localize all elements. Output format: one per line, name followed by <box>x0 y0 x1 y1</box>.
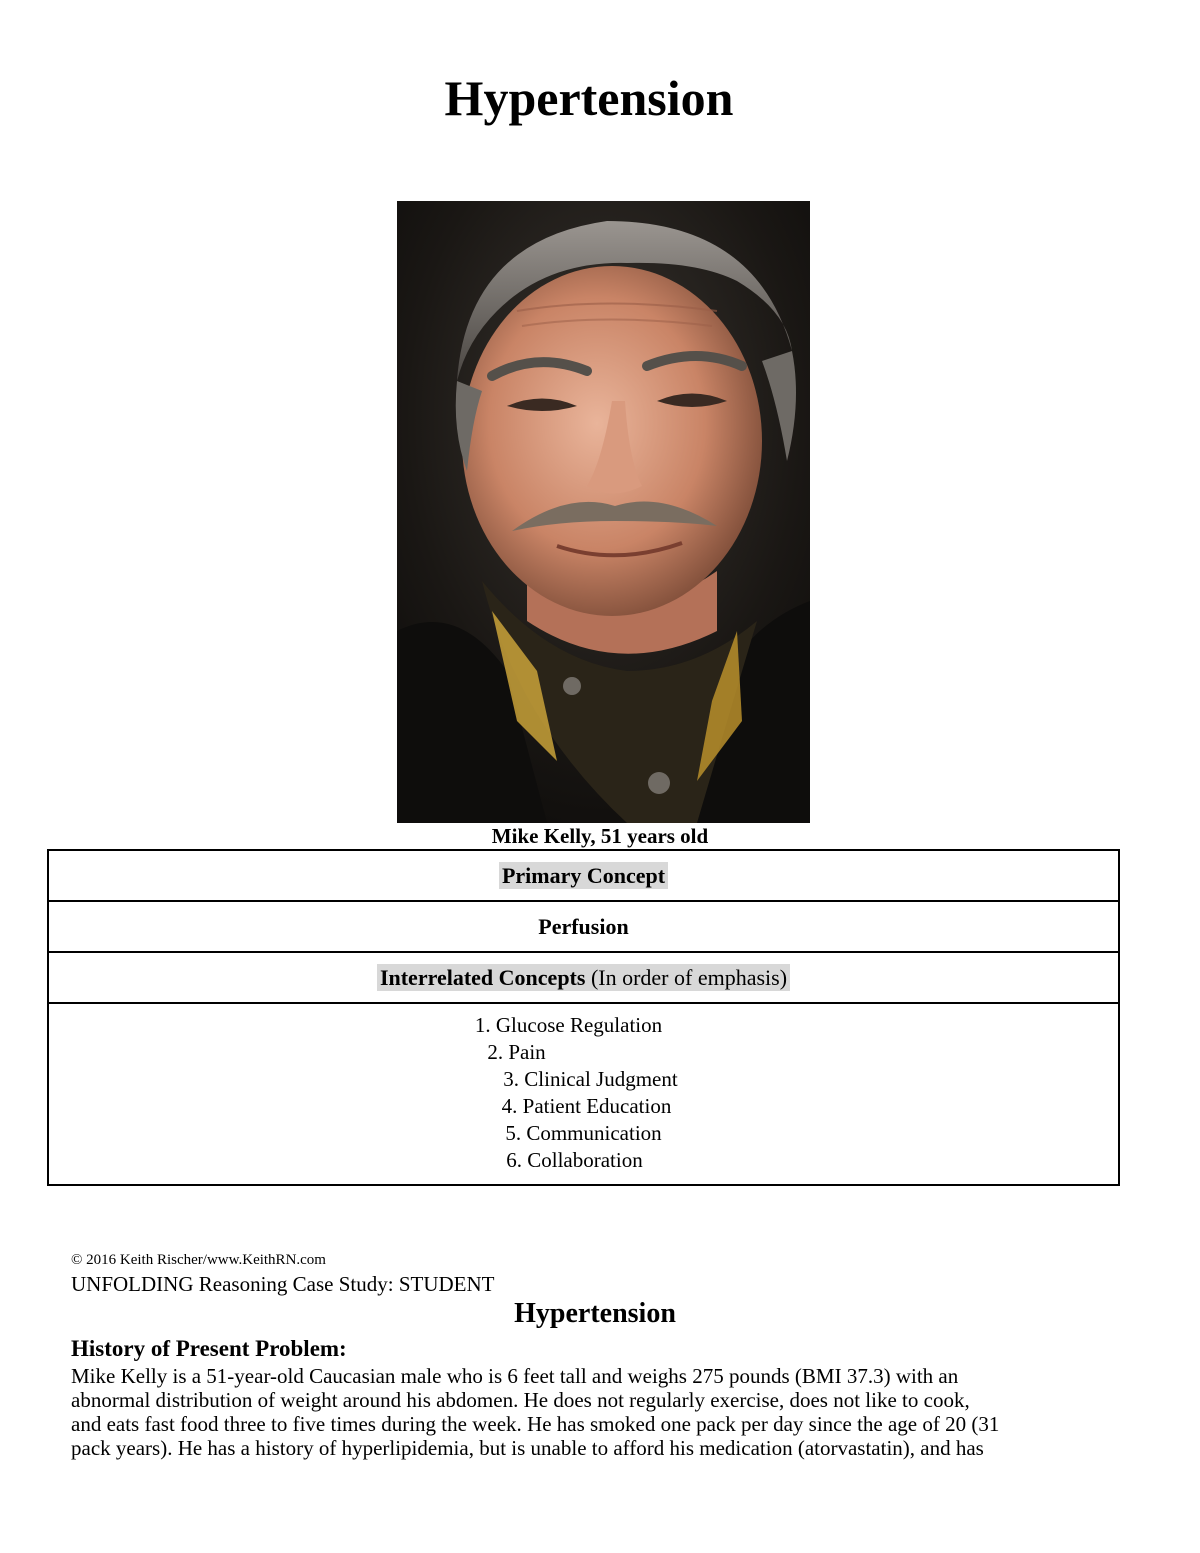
history-line: abnormal distribution of weight around his abdomen. He does not regularly exercise, does not like to cook, <box>71 1388 970 1412</box>
primary-concept-value-row <box>48 901 1119 952</box>
list-item: 3. Clinical Judgment <box>503 1067 678 1091</box>
patient-photo <box>397 201 810 823</box>
primary-concept-value: Perfusion <box>538 913 629 939</box>
list-item: 4. Patient Education <box>501 1094 672 1118</box>
list-item: 6. Collaboration <box>506 1148 643 1172</box>
interrelated-concepts-header-wrap <box>377 964 790 991</box>
primary-concept-header: Primary Concept <box>499 862 668 889</box>
interrelated-concepts-list-cell <box>48 1003 1119 1185</box>
history-line: Mike Kelly is a 51-year-old Caucasian male who is 6 feet tall and weighs 275 pounds (BMI 37.3) with an <box>71 1364 959 1388</box>
case-study-subtitle: UNFOLDING Reasoning Case Study: STUDENT <box>71 1272 495 1296</box>
document-title: Hypertension <box>444 70 734 126</box>
list-item: 5. Communication <box>505 1121 662 1145</box>
primary-concept-header-row <box>48 850 1119 901</box>
list-item: 1. Glucose Regulation <box>474 1013 663 1037</box>
primary-concept-header-cell <box>48 850 1119 901</box>
history-heading: History of Present Problem: <box>71 1336 347 1361</box>
list-item: 2. Pain <box>487 1040 546 1064</box>
primary-concept-value-cell <box>48 901 1119 952</box>
history-paragraph <box>71 1364 1131 1460</box>
copyright-notice: © 2016 Keith Rischer/www.KeithRN.com <box>71 1252 326 1268</box>
interrelated-concepts-header-row <box>48 952 1119 1003</box>
history-line: and eats fast food three to five times during the week. He has smoked one pack per day since the age of 20 (31 <box>71 1412 1000 1436</box>
interrelated-concepts-header: Interrelated Concepts <box>379 964 586 990</box>
history-line: pack years). He has a history of hyperlipidemia, but is unable to afford his medication (atorvastatin), and has <box>71 1436 984 1460</box>
interrelated-concepts-note: (In order of emphasis) <box>590 964 788 990</box>
interrelated-concepts-list <box>49 1004 1118 1184</box>
interrelated-concepts-header-cell <box>48 952 1119 1003</box>
section-title: Hypertension <box>514 1298 676 1329</box>
patient-portrait-image <box>397 201 810 823</box>
concepts-table <box>47 849 1120 1186</box>
interrelated-concepts-list-row <box>48 1003 1119 1185</box>
photo-caption: Mike Kelly, 51 years old <box>491 824 709 848</box>
